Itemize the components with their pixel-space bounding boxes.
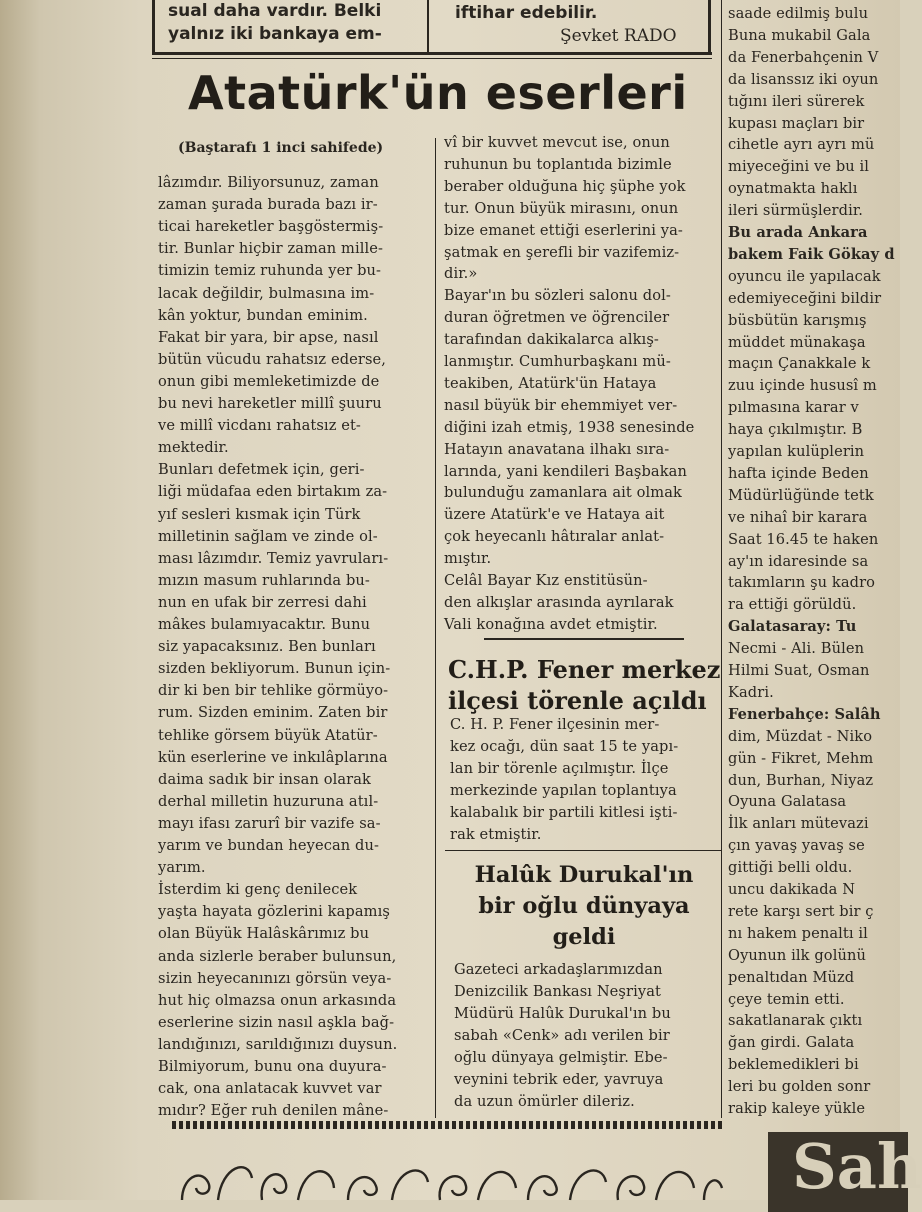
- top-box-bottom-rule: [152, 52, 712, 55]
- sports-line: müddet münakaşa: [728, 333, 866, 351]
- section-separator-haluk: [445, 850, 721, 851]
- sports-line: gittiği belli oldu.: [728, 859, 853, 877]
- sports-line: Fenerbahçe: Salâh: [728, 705, 881, 723]
- sports-line: beklemedikleri bi: [728, 1056, 859, 1074]
- article-line: kân yoktur, bundan eminim.: [158, 306, 368, 324]
- sports-line: bakem Faik Gökay d: [728, 245, 895, 263]
- article-line: çok heyecanlı hâtıralar anlat-: [444, 528, 665, 546]
- article-line: tarafından dakikalarca alkış-: [444, 331, 659, 349]
- article-line: üzere Atatürk'e ve Hataya ait: [444, 506, 665, 524]
- article-line: onun gibi memleketimizde de: [158, 372, 380, 390]
- sports-line: uncu dakikada N: [728, 881, 856, 898]
- article-line: tir. Bunlar hiçbir zaman mille-: [158, 240, 384, 258]
- article-line: bize emanet ettiği eserlerini ya-: [444, 221, 683, 239]
- sports-line: İlk anları mütevazi: [728, 815, 869, 833]
- article-line: ve millî vicdanı rahatsız et-: [158, 417, 361, 435]
- column-rule-1: [435, 138, 436, 1118]
- top-box-thin-rule: [152, 58, 712, 59]
- top-mid-fragment: iftihar edebilir.: [455, 3, 598, 23]
- sports-line: sakatlanarak çıktı: [728, 1012, 863, 1030]
- article-line: cak, ona anlatacak kuvvet var: [158, 1080, 382, 1098]
- sports-line: ğan girdi. Galata: [728, 1034, 855, 1052]
- top-left-line-2: yalnız iki bankaya em-: [168, 24, 382, 44]
- sports-line: pılmasına karar v: [728, 399, 859, 417]
- article-line: landığınızı, sarıldığınızı duysun.: [158, 1035, 398, 1053]
- article-line: Vali konağına avdet etmiştir.: [444, 615, 658, 633]
- sports-line: Necmi - Ali. Bülen: [728, 640, 865, 658]
- article-line: lanmıştır. Cumhurbaşkanı mü-: [444, 353, 671, 370]
- decorative-border-ornament: [178, 1148, 723, 1200]
- sports-line: rete karşı sert bir ç: [728, 902, 874, 920]
- article-line: nun en ufak bir zerresi dahi: [158, 593, 367, 611]
- article-line: şatmak en şerefli bir vazifemiz-: [444, 243, 680, 261]
- chp-line: kez ocağı, dün saat 15 te yapı-: [450, 738, 679, 755]
- article-line: timizin temiz ruhunda yer bu-: [158, 262, 382, 280]
- haluk-headline: [448, 860, 720, 953]
- author-signature: Şevket RADO: [560, 26, 677, 46]
- haluk-headline-line-3: geldi: [552, 924, 616, 950]
- section-separator-chp: [484, 638, 684, 640]
- haluk-headline-line-1: Halûk Durukal'ın: [474, 862, 694, 888]
- sports-line: rakip kaleye yükle: [728, 1100, 866, 1117]
- top-left-fragment: [168, 0, 382, 46]
- top-column-rule: [427, 0, 429, 52]
- sports-line: Buna mukabil Gala: [728, 26, 871, 44]
- sports-line: Müdürlüğünde tetk: [728, 486, 874, 504]
- article-line: yarım ve bundan heyecan du-: [158, 837, 380, 854]
- article-line: lâzımdır. Biliyorsunuz, zaman: [158, 174, 379, 191]
- article-line: Bilmiyorum, bunu ona duyura-: [158, 1058, 387, 1075]
- sports-line: ra ettiği görüldü.: [728, 596, 857, 614]
- haluk-headline-line-2: bir oğlu dünyaya: [478, 893, 690, 919]
- haluk-line: Gazeteci arkadaşlarımızdan: [454, 961, 663, 978]
- chp-line: lan bir törenle açılmıştır. İlçe: [450, 760, 669, 777]
- article-line: yaşta hayata gözlerini kapamış: [158, 903, 390, 921]
- article-line: Fakat bir yara, bir apse, nasıl: [158, 328, 379, 346]
- sports-line: oyuncu ile yapılacak: [728, 267, 881, 285]
- sports-line: Saat 16.45 te haken: [728, 530, 879, 548]
- sports-line: ileri sürmüşlerdir.: [728, 202, 864, 220]
- article-line: kün eserlerine ve inkılâplarına: [158, 748, 388, 766]
- article-headline: Atatürk'ün eserleri: [188, 66, 688, 120]
- sports-line: oynatmakta haklı: [728, 180, 858, 198]
- article-line: bu nevi hareketler millî şuuru: [158, 395, 382, 412]
- sports-line: dim, Müzdat - Niko: [728, 727, 873, 745]
- article-line: İsterdim ki genç denilecek: [158, 881, 358, 899]
- article-line: yıf sesleri kısmak için Türk: [158, 505, 361, 523]
- article-line: mıştır.: [444, 550, 492, 568]
- sports-line: Kadri.: [728, 683, 774, 701]
- sports-line: yapılan kulüplerin: [728, 443, 865, 460]
- chp-line: kalabalık bir partili kitlesi işti-: [450, 804, 678, 821]
- article-line: hut hiç olmazsa onun arkasında: [158, 991, 397, 1009]
- sports-line: büsbütün karışmış: [728, 311, 867, 329]
- article-line: mektedir.: [158, 439, 229, 457]
- chp-headline-line-1: C.H.P. Fener merkez: [448, 655, 721, 684]
- article-line: dir ki ben bir tehlike görmüyo-: [158, 682, 389, 700]
- sports-line: Oyunun ilk golünü: [728, 946, 866, 964]
- article-line: ruhunun bu toplantıda bizimle: [444, 155, 672, 173]
- article-line: teakiben, Atatürk'ün Hataya: [444, 374, 657, 392]
- sports-line: leri bu golden sonr: [728, 1078, 871, 1096]
- article-line: diğini izah etmiş, 1938 senesinde: [444, 418, 695, 436]
- article-line: anda sizlerle beraber bulunsun,: [158, 947, 397, 965]
- article-line: Celâl Bayar Kız enstitüsün-: [444, 572, 648, 589]
- sports-line: saade edilmiş bulu: [728, 5, 869, 22]
- sports-line: ve nihaî bir karara: [728, 508, 868, 526]
- article-line: sizin heyecanınızı görsün veya-: [158, 969, 392, 987]
- corner-masthead-text: Sah: [792, 1130, 922, 1203]
- article-line: sizden bekliyorum. Bunun için-: [158, 660, 391, 678]
- sports-line: zuu içinde hususî m: [728, 377, 877, 395]
- article-line: ticai hareketler başgöstermiş-: [158, 218, 384, 236]
- article-line: den alkışlar arasında ayrılarak: [444, 593, 674, 611]
- dotted-divider: [172, 1121, 722, 1129]
- sports-line: çın yavaş yavaş se: [728, 837, 865, 855]
- chp-headline: [448, 654, 720, 716]
- article-line: dir.»: [444, 265, 478, 283]
- sports-line: tığını ileri sürerek: [728, 92, 865, 110]
- sports-line: da lisanssız iki oyun: [728, 70, 879, 88]
- sports-line: çeye temin etti.: [728, 990, 845, 1008]
- article-line: mızın masum ruhlarında bu-: [158, 571, 370, 589]
- article-line: duran öğretmen ve öğrenciler: [444, 309, 670, 327]
- haluk-line: da uzun ömürler dileriz.: [454, 1093, 635, 1110]
- article-line: tehlike görsem büyük Atatür-: [158, 726, 378, 744]
- sports-line: haya çıkılmıştır. B: [728, 421, 863, 439]
- article-line: mıdır? Eğer ruh denilen mâne-: [158, 1102, 389, 1120]
- chp-headline-line-2: ilçesi törenle açıldı: [448, 686, 707, 715]
- haluk-line: oğlu dünyaya gelmiştir. Ebe-: [454, 1049, 668, 1066]
- article-line: lacak değildir, bulmasına im-: [158, 284, 375, 302]
- sports-line: da Fenerbahçenin V: [728, 48, 879, 66]
- article-line: ması lâzımdır. Temiz yavruları-: [158, 549, 389, 567]
- article-line: nasıl büyük bir ehemmiyet ver-: [444, 396, 678, 414]
- article-line: zaman şurada burada bazı ir-: [158, 196, 378, 214]
- article-line: rum. Sizden eminim. Zaten bir: [158, 704, 388, 722]
- sports-line: Galatasaray: Tu: [728, 618, 857, 636]
- article-line: eserlerine sizin nasıl aşkla bağ-: [158, 1013, 395, 1031]
- sports-line: gün - Fikret, Mehm: [728, 749, 874, 767]
- top-right-box-border: [708, 0, 711, 52]
- top-left-line-1: sual daha vardır. Belki: [168, 1, 382, 21]
- sports-line: nı hakem penaltı il: [728, 924, 868, 942]
- haluk-line: Denizcilik Bankası Neşriyat: [454, 983, 661, 1000]
- haluk-line: Müdürü Halûk Durukal'ın bu: [454, 1005, 671, 1022]
- chp-line: merkezinde yapılan toplantıya: [450, 782, 677, 799]
- article-line: Bayar'ın bu sözleri salonu dol-: [444, 287, 671, 305]
- sports-line: ay'ın idaresinde sa: [728, 552, 869, 570]
- sports-line: cihetle ayrı ayrı mü: [728, 136, 875, 154]
- article-line: olan Büyük Halâskârımız bu: [158, 925, 370, 943]
- article-line: tur. Onun büyük mirasını, onun: [444, 199, 679, 217]
- sports-line: maçın Çanakkale k: [728, 355, 871, 373]
- chp-line: rak etmiştir.: [450, 826, 542, 843]
- article-line: Hatayın anavatana ilhakı sıra-: [444, 440, 670, 458]
- sports-line: dun, Burhan, Niyaz: [728, 771, 874, 789]
- sports-line: hafta içinde Beden: [728, 464, 869, 482]
- sports-line: Hilmi Suat, Osman: [728, 662, 870, 679]
- article-line: derhal milletin huzuruna atıl-: [158, 792, 379, 810]
- article-line: yarım.: [158, 859, 206, 877]
- chp-line: C. H. P. Fener ilçesinin mer-: [450, 716, 660, 733]
- article-line: vî bir kuvvet mevcut ise, onun: [444, 134, 670, 151]
- sports-line: edemiyeceğini bildir: [728, 289, 882, 307]
- sports-line: takımların şu kadro: [728, 574, 876, 592]
- column-rule-2: [721, 0, 722, 1118]
- article-line: Bunları defetmek için, geri-: [158, 461, 365, 479]
- sports-line: penaltıdan Müzd: [728, 968, 855, 986]
- haluk-line: sabah «Cenk» adı verilen bir: [454, 1027, 670, 1044]
- article-line: siz yapacaksınız. Ben bunları: [158, 638, 376, 656]
- article-line: mâkes bulamıyacaktır. Bunu: [158, 616, 371, 633]
- article-line: mayı ifası zarurî bir vazife sa-: [158, 814, 381, 832]
- sports-line: miyeceğini ve bu il: [728, 158, 870, 176]
- article-line: bütün vücudu rahatsız ederse,: [158, 350, 387, 368]
- haluk-line: veynini tebrik eder, yavruya: [454, 1071, 664, 1088]
- sports-line: Oyuna Galatasa: [728, 793, 847, 811]
- top-left-box-border: [152, 0, 155, 52]
- article-line: milletinin sağlam ve zinde ol-: [158, 527, 378, 545]
- article-line: larında, yani kendileri Başbakan: [444, 462, 687, 480]
- article-subhead: (Baştarafı 1 inci sahifede): [178, 140, 384, 156]
- article-line: daima sadık bir insan olarak: [158, 770, 371, 788]
- sports-line: Bu arada Ankara: [728, 224, 868, 241]
- article-line: bulunduğu zamanlara ait olmak: [444, 484, 682, 502]
- article-line: liği müdafaa eden birtakım za-: [158, 483, 388, 501]
- sports-line: kupası maçları bir: [728, 114, 865, 132]
- article-line: beraber olduğuna hiç şüphe yok: [444, 177, 686, 195]
